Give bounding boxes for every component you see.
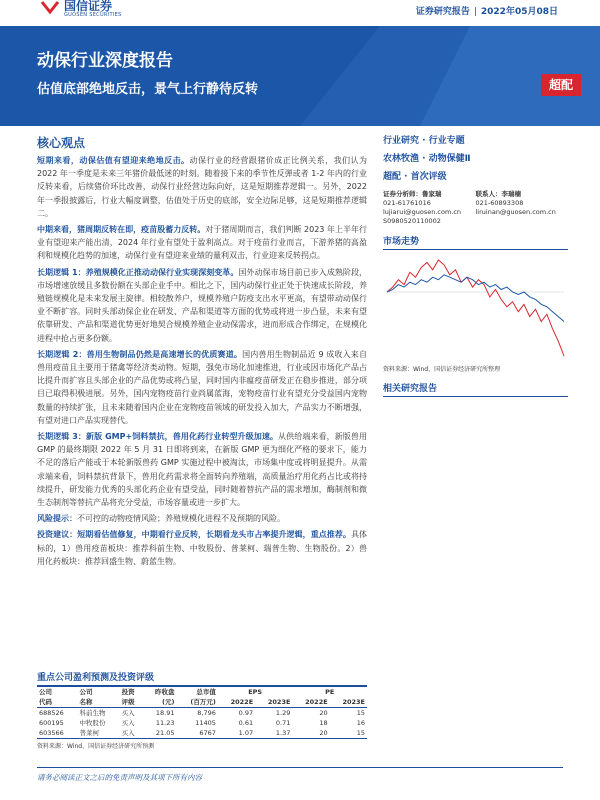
paragraph-long-term-1 [37, 266, 367, 345]
paragraph-lead: 风险提示： [37, 514, 77, 524]
paragraph-lead: 长期逻辑 3：新版 GMP+饲料禁抗，兽用化药行业转型升级加速。 [37, 432, 279, 442]
table-cell: 16 [356, 719, 365, 727]
report-type: 证券研究报告 [415, 7, 470, 17]
report-meta: 证券研究报告 | 2022年05月08日 [415, 7, 558, 17]
paragraph-long-term-3 [37, 430, 367, 509]
header-cell: 2022E [218, 697, 255, 708]
table-cell: 18 [319, 719, 328, 727]
market-trend-svg [383, 254, 568, 362]
table-cell: 1.29 [275, 709, 291, 717]
table-cell: 15 [356, 709, 365, 717]
paragraph-body: 不可控的动物疫情风险；养殖规模化进程不及预期的风险。 [77, 514, 285, 524]
table-cell: 600195 [39, 719, 64, 727]
rating-badge: 超配 [541, 74, 581, 96]
table-row [37, 728, 367, 739]
related-research-title: 相关研究报告 [383, 381, 568, 397]
table-cell: 6767 [177, 728, 218, 739]
paragraph-lead: 中期来看，猪周期反转在即，疫苗股蓄力反转。 [37, 225, 206, 235]
table-cell: 1.07 [218, 728, 255, 739]
table-cell: 普莱柯 [77, 728, 119, 739]
header-cell-eps: EPS [248, 688, 263, 696]
paragraph-investment-advice [37, 528, 367, 568]
core-views-section [37, 134, 367, 571]
table-cell: 0.71 [275, 719, 291, 727]
paragraph-body: 国外动保市场目前已步入成熟阶段，市场增速放缓且多数份额在头部企业手中。相比之下，国内动保行业正处于快速成长阶段，养殖链规模化是未来发展主旋律。相较散养户，规模养殖户防疫支出水平更高，有望带动动保行业不断扩容。同时头部动保企业在研发、产品和渠道等方面的优势或将进一步凸显，未来有望依靠研发、产品和渠道优势更好地契合规模养殖企业动保需求，进而形成合作绑定，在规模化进程中抢占更多份额。 [37, 267, 367, 343]
table-cell: 1.37 [255, 728, 292, 739]
header-cell: 代码 [37, 697, 77, 708]
table-row [37, 718, 367, 728]
analyst-role: 证券分析师： [383, 190, 422, 198]
forecast-table-section [37, 670, 367, 750]
market-trend-title: 市场走势 [383, 234, 568, 250]
analyst-primary [383, 190, 476, 217]
table-cell: 买入 [121, 719, 135, 727]
sector-label: 农林牧渔 · 动物保健Ⅱ [383, 154, 471, 164]
market-trend-chart [383, 254, 568, 362]
table-cell: 8,796 [197, 709, 216, 717]
header-cell: 2023E [330, 697, 367, 708]
guosen-logo-icon [40, 0, 60, 16]
table-cell: 中牧股份 [79, 719, 106, 727]
analysts-block [383, 190, 568, 217]
analyst-name: 李瑞楠 [501, 190, 521, 198]
paragraph-body: 从供给端来看，新版兽用 GMP 的最终期限 2022 年 5 月 31 日即将到来，在新版 GMP 更为细化严格的要求下，能力不足的落后产能或于本轮新版兽药 GMP 实施过程中被淘汰，市场集中度或将明显提升。从需求端来看，饲料禁抗背景下，兽用化药需求将全面转向养殖端，高质量治疗用化药占比或将持续提升，研发能力优秀的头部化药企业有望受益，同时随着替抗产品的需求增加，酶制剂和微生态制剂等替抗产品将充分受益，市场容量或进一步扩大。 [37, 432, 367, 508]
chart-series-line-0 [387, 260, 564, 356]
table-row [37, 708, 367, 719]
company-logo [40, 0, 122, 18]
paragraph-long-term-2 [37, 348, 367, 427]
paragraph-body: 动保行业的经营跟猪价成正比例关系，我们认为 2022 年一季度是未来三年猪价最低迷的时刻。随着接下来的季节性反弹或者 1-2 年内的行业反转来看，后续猪价环比改善，动保行业经营边际向好，这是短期推荐逻辑一。另外，2022 年一季报披露后，行业大幅度调整，估值处于历史的底部，安全边际足够，这是短期推荐逻辑二。 [37, 156, 368, 218]
header-cell: 评级 [120, 697, 144, 708]
paragraph-risk [37, 512, 367, 525]
table-cell: 买入 [120, 728, 144, 739]
paragraph-short-term [37, 154, 367, 220]
paragraph-lead: 投资建议：短期看估值修复，中期看行业反转，长期看龙头市占率提升逻辑，重点推荐。 [37, 530, 351, 540]
header-cell: 公司 [39, 688, 52, 696]
sidebar [383, 134, 568, 397]
paragraph-lead: 长期逻辑 1：养殖规模化正推动动保行业实现深刻变革。 [37, 267, 239, 277]
header-cell: 投资 [121, 688, 135, 696]
forecast-table [37, 687, 367, 739]
table-cell: 0.61 [238, 719, 254, 727]
title-banner [0, 26, 600, 126]
logo-text-en: GUOSEN SECURITIES [64, 12, 122, 18]
analyst-phone: 021-60893308 [475, 199, 524, 207]
table-cell: 11.23 [155, 719, 175, 727]
paragraph-body: 对于猪周期而言，我们判断 2023 年上半年行业有望迎来产能出清，2024 年行业有望处于盈利高点。对于疫苗行业而言，下游养猪的高盈利和规模化趋势的加速，动保行业有望迎来业绩的量利双击，行业迎来反转拐点。 [37, 225, 367, 261]
footer-disclaimer: 请务必阅读正文之后的免责声明及其项下所有内容 [37, 773, 202, 782]
paragraph-body: 国内兽用生物制品近 9 成收入来自兽用疫苗且主要用于猪禽等经济类动物。短期，强免市场化加速推进，行业或因市场化产品占比提升而扩容且头部企业的产品优势或将凸显，同时国内非瘟疫苗研发正在稳步推进，部分项目已取得积极进展。另外，国内宠物疫苗行业尚属蓝海，宠物疫苗行业有望充分受益国内宠物数量的持续扩张，且未来随着国内企业在宠物疫苗领域的研发投入加大，产品实力不断增强，有望对进口产品实现替代。 [37, 349, 367, 425]
table-cell: 688526 [39, 709, 64, 717]
table-cell: 20 [319, 709, 328, 717]
footer-divider [37, 767, 563, 768]
paragraph-lead: 长期逻辑 2：兽用生物制品仍然是高速增长的优质赛道。 [37, 349, 243, 359]
analyst-email[interactable]: lujiarui@guosen.com.cn [383, 208, 462, 216]
analyst-name: 鲁家瑞 [422, 190, 442, 198]
paragraph-mid-term [37, 223, 367, 263]
paragraph-lead: 短期来看，动保估值有望迎来绝地反击。 [37, 156, 190, 165]
table-cell: 科前生物 [79, 709, 106, 717]
logo-text-cn: 国信证券 [64, 0, 113, 13]
table-cell: 买入 [121, 709, 135, 717]
report-date: 2022年05月08日 [480, 7, 558, 17]
table-cell: 18.91 [155, 709, 175, 717]
header-cell: 2023E [255, 697, 292, 708]
analyst-contact [476, 190, 569, 217]
header-cell: (元) [144, 697, 177, 708]
report-title: 动保行业深度报告 [37, 51, 173, 71]
top-bar [0, 0, 600, 26]
industry-research-label: 行业研究 · 行业专题 [383, 136, 465, 146]
analyst-role: 联系人： [475, 190, 502, 198]
header-cell-pe: PE [325, 688, 335, 696]
header-cell: 昨收盘 [155, 688, 175, 696]
certificate-number: S0980520110002 [383, 217, 441, 225]
table-cell: 20 [292, 728, 329, 739]
rating-line: 超配 · 首次评级 [383, 172, 447, 182]
chart-source: 资料来源：Wind、国信证券经济研究所整理 [383, 366, 501, 373]
header-cell: 2022E [292, 697, 329, 708]
banner-decoration [0, 26, 600, 126]
table-cell: 603566 [37, 728, 77, 739]
header-cell: (百万元) [177, 697, 218, 708]
analyst-email[interactable]: liruinan@guosen.com.cn [475, 208, 556, 216]
header-cell: 总市值 [196, 688, 216, 696]
table-cell: 21.05 [144, 728, 177, 739]
table-cell: 15 [330, 728, 367, 739]
paragraph-body: 具体标的，1）兽用疫苗板块：推荐科前生物、中牧股份、普莱柯、瑞普生物、生物股份。2）兽用化药板块：推荐回盛生物、蔚蓝生物。 [37, 530, 368, 566]
report-subtitle: 估值底部绝地反击，景气上行静待反转 [37, 82, 259, 97]
table-source: 资料来源：Wind、国信证券经济研究所预测 [37, 743, 155, 750]
core-views-title: 核心观点 [37, 136, 86, 150]
table-cell: 0.97 [238, 709, 254, 717]
forecast-table-title: 重点公司盈利预测及投资评级 [37, 670, 367, 687]
header-cell: 名称 [77, 697, 119, 708]
analyst-phone: 021-61761016 [383, 199, 431, 207]
table-cell: 11405 [195, 719, 216, 727]
header-cell: 公司 [79, 688, 93, 696]
